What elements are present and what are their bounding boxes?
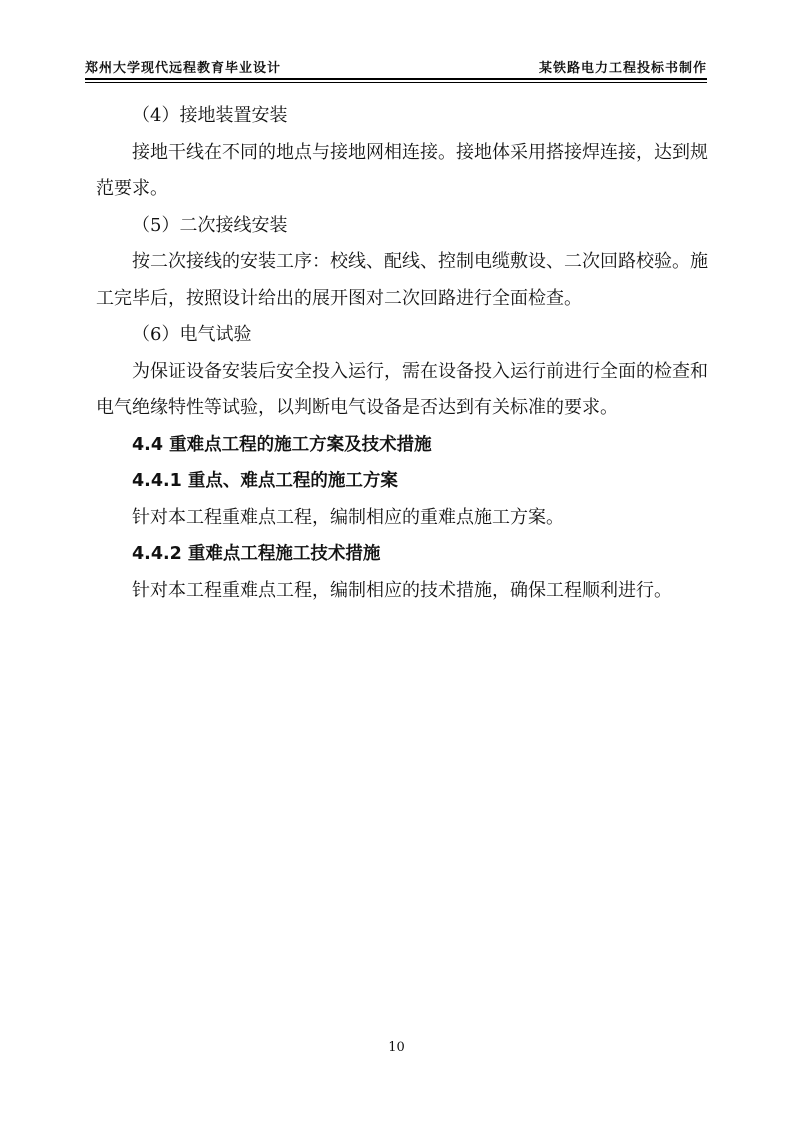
section-5-title: （5）二次接线安装 [132, 214, 288, 236]
heading-4-4: 4.4 重难点工程的施工方案及技术措施 [132, 434, 432, 455]
section-4-paragraph: 接地干线在不同的地点与接地网相连接。接地体采用搭接焊连接，达到规范要求。 [96, 141, 708, 199]
heading-4-4-2: 4.4.2 重难点工程施工技术措施 [132, 544, 381, 564]
header-right-title: 某铁路电力工程投标书制作 [538, 61, 707, 76]
section-4-title: （4）接地装置安装 [132, 105, 288, 126]
paragraph-4-4-2: 针对本工程重难点工程，编制相应的技术措施，确保工程顺利进行。 [132, 579, 672, 601]
header-left-title: 郑州大学现代远程教育毕业设计 [85, 61, 282, 76]
section-6-title: （6）电气试验 [132, 324, 252, 345]
page-header [85, 52, 707, 76]
paragraph-4-4-1: 针对本工程重难点工程，编制相应的重难点施工方案。 [132, 506, 564, 528]
page-number: 10 [388, 1040, 405, 1055]
section-5-paragraph: 按二次接线的安装工序：校线、配线、控制电缆敷设、二次回路校验。施工完毕后，按照设计给出的展开图对二次回路进行全面检查。 [96, 251, 708, 309]
header-rule-thin [85, 82, 707, 83]
section-6-paragraph: 为保证设备安装后安全投入运行，需在设备投入运行前进行全面的检查和电气绝缘特性等试验，以判断电气设备是否达到有关标准的要求。 [96, 360, 708, 418]
document-body [96, 98, 708, 609]
heading-4-4-1: 4.4.1 重点、难点工程的施工方案 [132, 471, 398, 491]
header-rule-thick [85, 78, 707, 80]
